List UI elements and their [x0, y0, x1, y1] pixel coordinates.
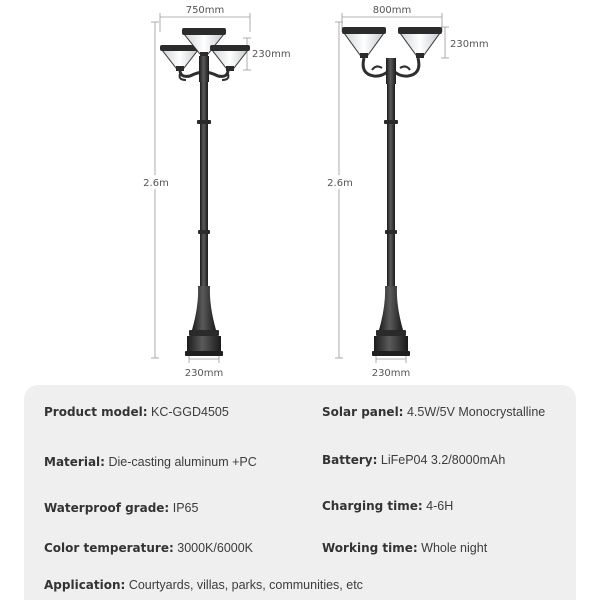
spec-charging-time: [322, 499, 453, 513]
spec-label: Application:: [44, 578, 126, 592]
head-height-label: 230mm: [450, 39, 489, 50]
spec-value: KC-GGD4505: [151, 405, 229, 419]
height-dimension: [322, 22, 358, 358]
base-label: 230mm: [371, 368, 411, 379]
spec-battery: [322, 453, 505, 467]
spec-solar-panel: [322, 405, 545, 419]
spec-waterproof-grade: [44, 501, 198, 515]
spec-label: Working time:: [322, 541, 418, 555]
head-height-dimension: [243, 38, 291, 70]
spec-label: Waterproof grade:: [44, 501, 170, 515]
spec-label: Material:: [44, 455, 105, 469]
height-dimension: [138, 22, 174, 358]
spec-value: 4-6H: [426, 499, 454, 513]
spec-label: Battery:: [322, 453, 378, 467]
spec-label: Charging time:: [322, 499, 423, 513]
lamp-two-head: [322, 5, 489, 379]
lamp-head-left: [342, 27, 386, 58]
width-label: 800mm: [372, 5, 412, 16]
spec-color-temperature: [44, 541, 253, 555]
lamp-head-right: [210, 45, 250, 71]
base-dimension: [372, 354, 411, 379]
spec-value: LiFeP04 3.2/8000mAh: [380, 453, 506, 467]
spec-value: Courtyards, villas, parks, communities, etc: [128, 578, 363, 592]
lamp-head-right: [398, 27, 442, 58]
spec-product-model: [44, 405, 229, 419]
spec-label: Product model:: [44, 405, 148, 419]
lamp-head-left: [160, 45, 200, 71]
spec-value: 3000K/6000K: [177, 541, 254, 555]
spec-value: Whole night: [421, 541, 488, 555]
spec-application: [44, 578, 363, 592]
width-label: 750mm: [185, 5, 225, 16]
base-label: 230mm: [184, 368, 224, 379]
lamp-three-head: [138, 5, 291, 379]
spec-working-time: [322, 541, 487, 555]
width-dimension: [160, 5, 250, 32]
spec-label: Color temperature:: [44, 541, 174, 555]
head-height-dimension: [441, 27, 489, 58]
height-label: 2.6m: [327, 178, 353, 189]
height-label: 2.6m: [143, 178, 169, 189]
spec-material: [44, 455, 257, 469]
spec-value: Die-casting aluminum +PC: [108, 455, 257, 469]
spec-value: 4.5W/5V Monocrystalline: [406, 405, 546, 419]
spec-label: Solar panel:: [322, 405, 404, 419]
head-height-label: 230mm: [252, 49, 291, 60]
base-dimension: [185, 354, 224, 379]
spec-value: IP65: [172, 501, 199, 515]
